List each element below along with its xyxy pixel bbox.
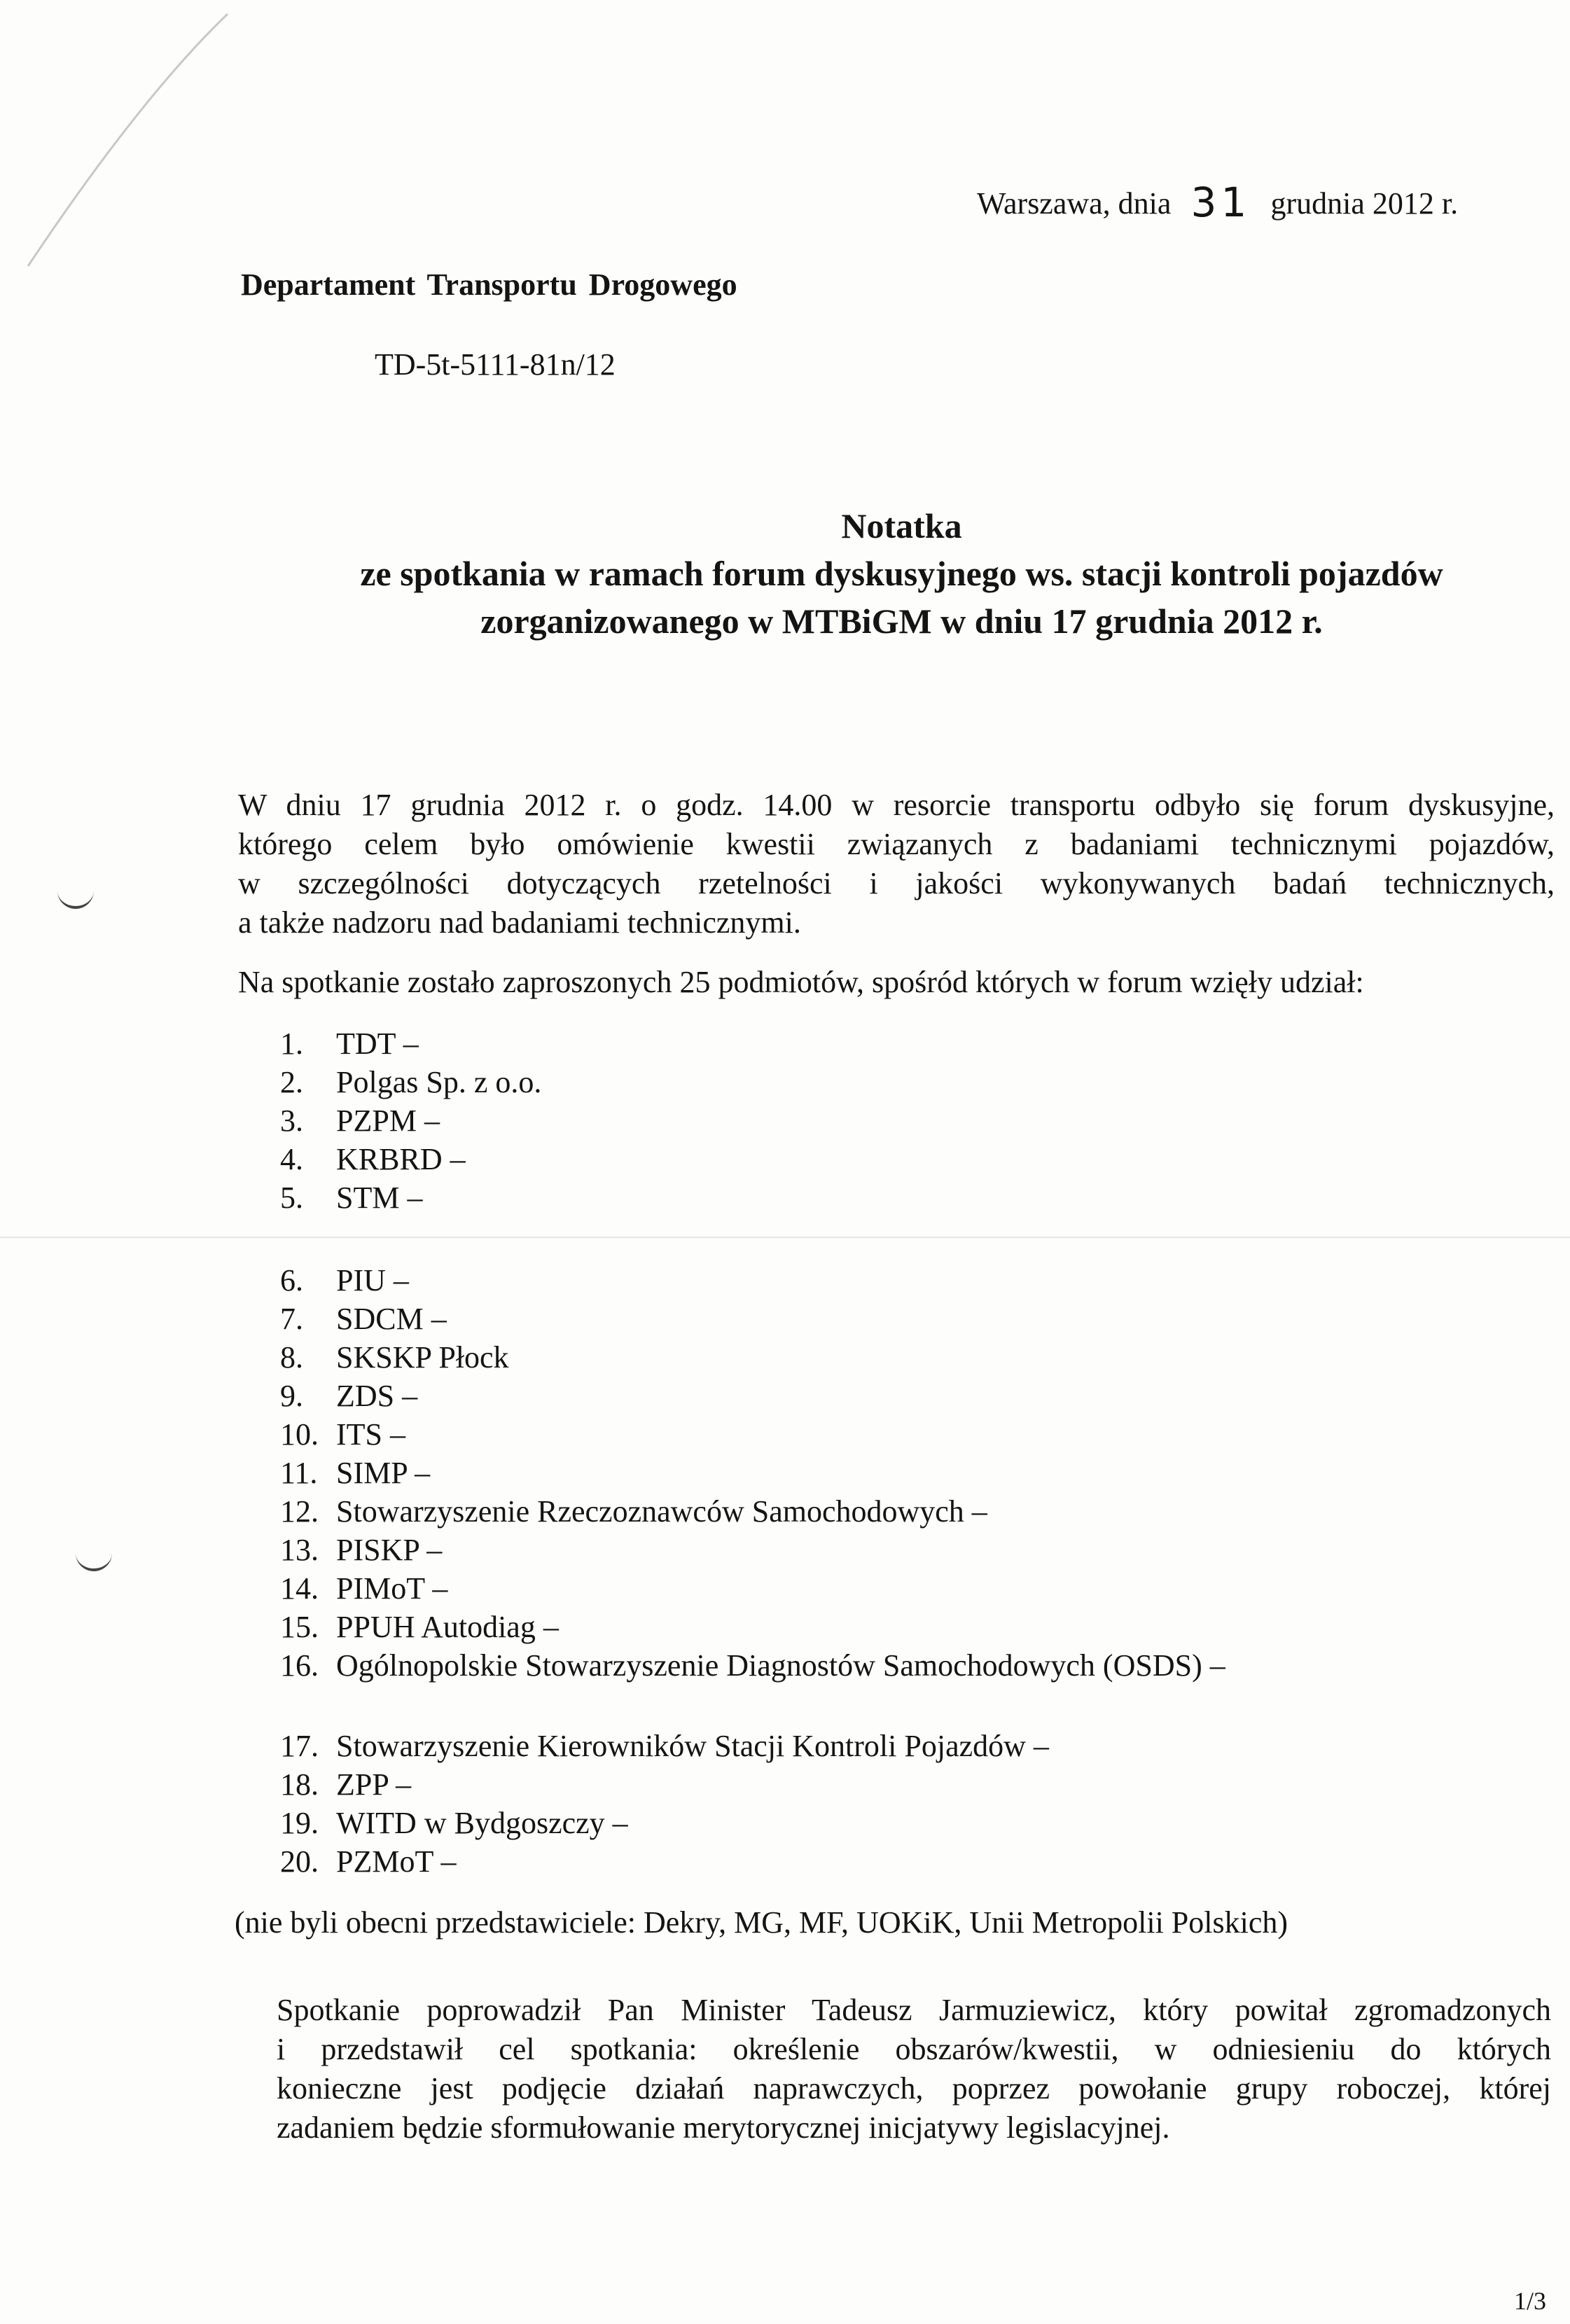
date-line (977, 179, 1458, 226)
list-item: 3. PZPM – (280, 1104, 440, 1138)
list-item: 10. ITS – (280, 1417, 405, 1452)
list-item: 4. KRBRD – (280, 1142, 466, 1176)
intro-paragraph (238, 786, 1555, 942)
paragraph-line: Na spotkanie zostało zaproszonych 25 podmiotów, spośród których w forum wzięły udział: (238, 965, 1364, 999)
page-number: 1/3 (1514, 2287, 1547, 2315)
list-item: 14. PIMoT – (280, 1571, 448, 1606)
paragraph-line: konieczne jest podjęcie działań naprawczych, poprzez powołanie grupy roboczej, której (277, 2071, 1551, 2106)
meeting-paragraph (277, 1991, 1551, 2148)
document-subtitle-line: zorganizowanego w MTBiGM w dniu 17 grudnia 2012 r. (480, 601, 1323, 641)
scan-artifact-line (0, 1237, 1570, 1238)
punch-hole-mark (57, 888, 94, 909)
paragraph-line: i przedstawił cel spotkania: określenie obszarów/kwestii, w odniesieniu do których (277, 2032, 1551, 2066)
list-item: 1. TDT – (280, 1027, 419, 1061)
list-item: 16. Ogólnopolskie Stowarzyszenie Diagnostów Samochodowych (OSDS) – (280, 1648, 1225, 1683)
list-item: 7. SDCM – (280, 1302, 447, 1336)
invited-paragraph (238, 963, 1555, 1002)
paragraph-line: którego celem było omówienie kwestii związanych z badaniami technicznymi pojazdów, (238, 827, 1555, 861)
scan-artifact-stroke (0, 0, 252, 294)
list-item: 11. SIMP – (280, 1456, 431, 1490)
list-item: 19. WITD w Bydgoszczy – (280, 1806, 628, 1840)
absent-note: (nie byli obecni przedstawiciele: Dekry, MG, MF, UOKiK, Unii Metropolii Polskich) (235, 1905, 1288, 1940)
paragraph-line: w szczególności dotyczących rzetelności i jakości wykonywanych badań technicznych, (238, 866, 1555, 900)
handwritten-day: 31 (1190, 179, 1251, 226)
punch-hole-mark (76, 1550, 112, 1571)
document-title: Notatka (841, 506, 962, 545)
list-item: 15. PPUH Autodiag – (280, 1610, 559, 1644)
list-item: 17. Stowarzyszenie Kierowników Stacji Kontroli Pojazdów – (280, 1729, 1049, 1763)
date-prefix: Warszawa, dnia (977, 186, 1172, 221)
list-item: 2. Polgas Sp. z o.o. (280, 1065, 542, 1099)
list-item: 13. PISKP – (280, 1533, 443, 1567)
document-subtitle-line: ze spotkania w ramach forum dyskusyjnego ws. stacji kontroli pojazdów (360, 554, 1443, 593)
date-suffix: grudnia 2012 r. (1270, 186, 1459, 221)
paragraph-line: W dniu 17 grudnia 2012 r. o godz. 14.00 w resorcie transportu odbyło się forum dyskusyjne, (238, 788, 1555, 822)
department-name: Departament Transportu Drogowego (241, 267, 737, 302)
list-item: 6. PIU – (280, 1263, 409, 1297)
list-item: 18. ZPP – (280, 1767, 412, 1802)
list-item: 5. STM – (280, 1181, 423, 1215)
list-item: 8. SKSKP Płock (280, 1340, 509, 1375)
paragraph-line: Spotkanie poprowadził Pan Minister Tadeusz Jarmuziewicz, który powitał zgromadzonych (277, 1993, 1551, 2027)
list-item: 12. Stowarzyszenie Rzeczoznawców Samochodowych – (280, 1494, 987, 1529)
list-item: 20. PZMoT – (280, 1844, 457, 1879)
paragraph-line: a także nadzoru nad badaniami technicznymi. (238, 905, 801, 940)
paragraph-line: zadaniem będzie sformułowanie merytorycznej inicjatywy legislacyjnej. (277, 2110, 1170, 2145)
reference-number: TD-5t-5111-81n/12 (375, 347, 616, 382)
list-item: 9. ZDS – (280, 1379, 418, 1413)
